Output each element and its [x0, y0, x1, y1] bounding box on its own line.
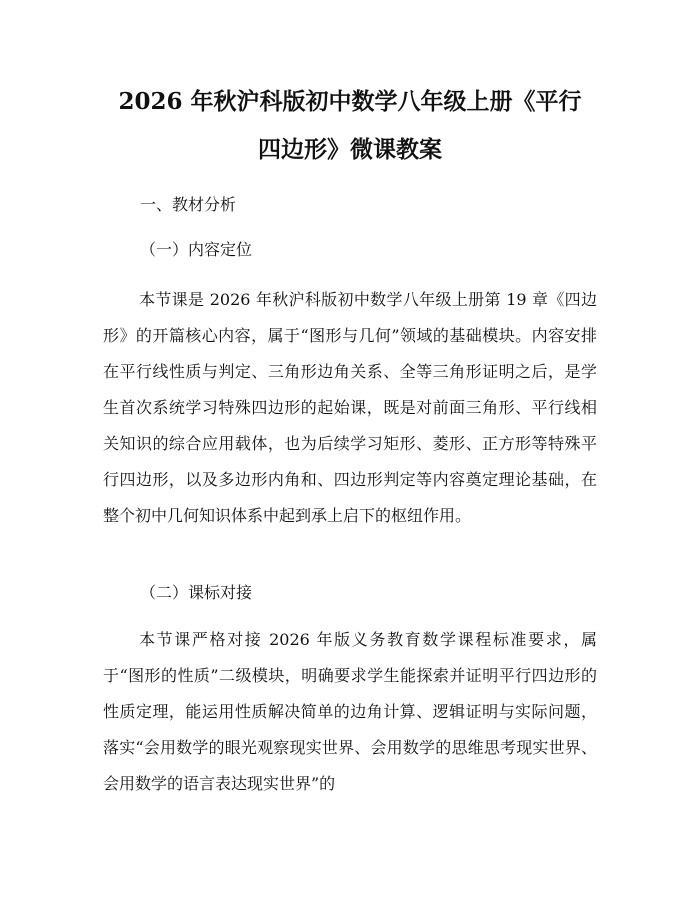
- document-title-line-1: 2026 年秋沪科版初中数学八年级上册《平行: [118, 88, 582, 115]
- subsection-heading-curriculum-standards: （二）课标对接: [140, 583, 253, 602]
- section-heading-teaching-material-analysis: 一、教材分析: [140, 195, 237, 214]
- document-title-line-2: 四边形》微课教案: [258, 136, 442, 163]
- paragraph-content-positioning: 本节课是 2026 年秋沪科版初中数学八年级上册第 19 章《四边形》的开篇核心内容，属于“图形与几何”领域的基础模块。内容安排在平行线性质与判定、三角形边角关系、全等三角形证明之后，是学生首次系统学习特殊四边形的起始课，既是对前面三角形、平行线相关知识的综合应用载体，也为后续学习矩形、菱形、正方形等特殊平行四边形，以及多边形内角和、四边形判定等内容奠定理论基础，在整个初中几何知识体系中起到承上启下的枢纽作用。: [103, 290, 597, 525]
- subsection-heading-content-positioning: （一）内容定位: [140, 240, 253, 259]
- paragraph-curriculum-standards: 本节课严格对接 2026 年版义务教育数学课程标准要求，属于“图形的性质”二级模块，明确要求学生能探索并证明平行四边形的性质定理，能运用性质解决简单的边角计算、逻辑证明与实际问题，落实“会用数学的眼光观察现实世界、会用数学的思维思考现实世界、会用数学的语言表达现实世界”的: [103, 630, 597, 793]
